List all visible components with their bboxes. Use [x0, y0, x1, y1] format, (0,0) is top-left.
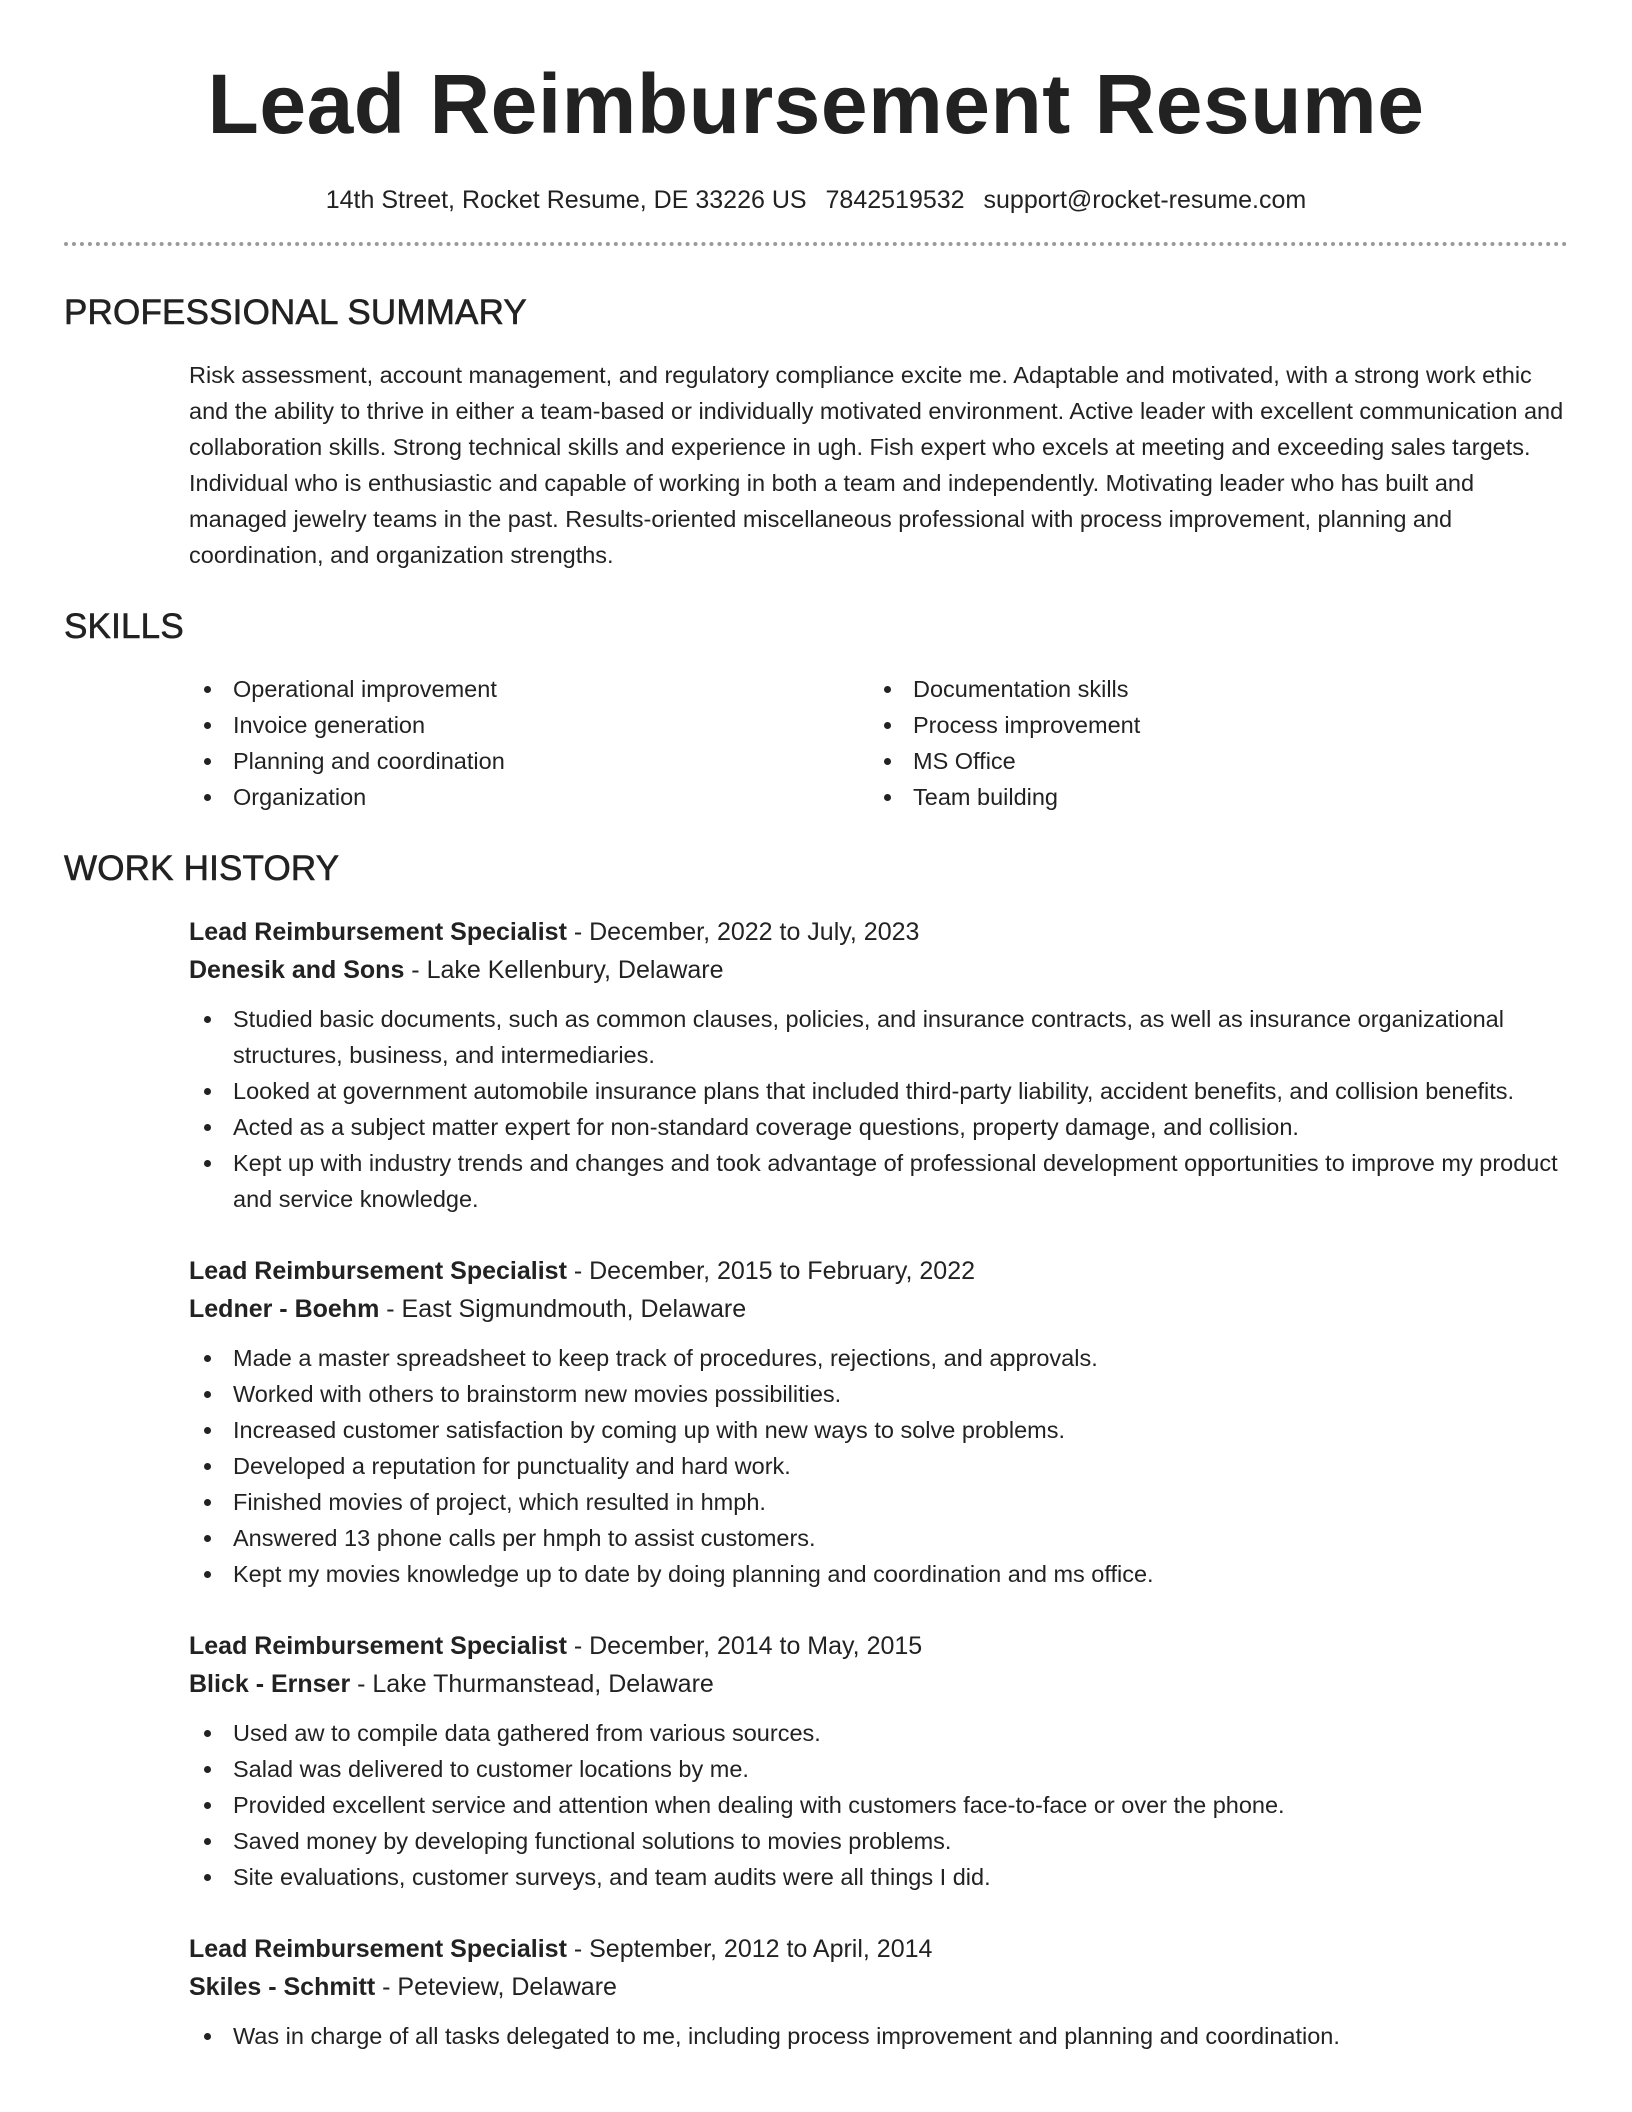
job-duty: Salad was delivered to customer locations by me. — [189, 1751, 1568, 1787]
job-duty: Developed a reputation for punctuality and hard work. — [189, 1448, 1568, 1484]
job-entry — [189, 1252, 1568, 1592]
job-dates: - September, 2012 to April, 2014 — [566, 1935, 933, 1963]
header-divider — [64, 242, 1568, 246]
job-duty: Made a master spreadsheet to keep track of procedures, rejections, and approvals. — [189, 1340, 1568, 1376]
job-duty: Was in charge of all tasks delegated to me, including process improvement and planning and coordination. — [189, 2018, 1568, 2054]
job-duty: Saved money by developing functional solutions to movies problems. — [189, 1823, 1568, 1859]
job-duty: Increased customer satisfaction by coming up with new ways to solve problems. — [189, 1412, 1568, 1448]
job-duty: Finished movies of project, which resulted in hmph. — [189, 1484, 1568, 1520]
skills-list — [189, 671, 1568, 815]
work-history-heading: WORK HISTORY — [64, 849, 340, 888]
job-duty: Acted as a subject matter expert for non-standard coverage questions, property damage, and collision. — [189, 1109, 1568, 1145]
job-title-line — [189, 1930, 1568, 1968]
job-title-line — [189, 1627, 1568, 1665]
job-location: - Lake Thurmanstead, Delaware — [350, 1670, 714, 1698]
job-duties — [189, 1001, 1568, 1217]
contact-line — [64, 186, 1568, 215]
job-company-line — [189, 1665, 1568, 1703]
job-duty: Used aw to compile data gathered from various sources. — [189, 1715, 1568, 1751]
job-location: - East Sigmundmouth, Delaware — [379, 1295, 747, 1323]
skill-item: MS Office — [869, 743, 1549, 779]
job-location: - Peteview, Delaware — [375, 1973, 617, 2001]
job-duty: Kept my movies knowledge up to date by doing planning and coordination and ms office. — [189, 1556, 1568, 1592]
skill-item: Organization — [189, 779, 869, 815]
contact-address: 14th Street, Rocket Resume, DE 33226 US — [325, 186, 807, 214]
job-title-line — [189, 913, 1568, 951]
job-role: Lead Reimbursement Specialist — [189, 1257, 567, 1285]
job-company: Denesik and Sons — [189, 956, 405, 984]
skill-item: Process improvement — [869, 707, 1549, 743]
skills-column-right — [869, 671, 1549, 815]
job-title-line — [189, 1252, 1568, 1290]
contact-phone: 7842519532 — [825, 186, 965, 214]
skills-heading: SKILLS — [64, 607, 184, 646]
job-company: Blick - Ernser — [189, 1670, 351, 1698]
job-company-line — [189, 1968, 1568, 2006]
skill-item: Invoice generation — [189, 707, 869, 743]
job-entry — [189, 913, 1568, 1217]
skill-item: Operational improvement — [189, 671, 869, 707]
job-duty: Looked at government automobile insurance plans that included third-party liability, accident benefits, and collision benefits. — [189, 1073, 1568, 1109]
work-history-list — [189, 913, 1568, 2054]
resume-title: Lead Reimbursement Resume — [207, 57, 1425, 151]
job-role: Lead Reimbursement Specialist — [189, 918, 567, 946]
summary-text: Risk assessment, account management, and regulatory compliance excite me. Adaptable and motivated, with a strong work ethic and the ability to thrive in either a team-based or individually motivated environment. Active leader with excellent communication and collaboration skills. Strong technical skills and experience in ugh. Fish expert who excels at meeting and exceeding sales targets. Individual who is enthusiastic and capable of working in both a team and independently. Motivating leader who has built and managed jewelry teams in the past. Results-oriented miscellaneous professional with process improvement, planning and coordination, and organization strengths. — [189, 362, 1564, 568]
job-location: - Lake Kellenbury, Delaware — [404, 956, 724, 984]
job-duty: Answered 13 phone calls per hmph to assist customers. — [189, 1520, 1568, 1556]
job-duty: Worked with others to brainstorm new movies possibilities. — [189, 1376, 1568, 1412]
job-role: Lead Reimbursement Specialist — [189, 1935, 567, 1963]
summary-heading: PROFESSIONAL SUMMARY — [64, 293, 527, 332]
job-company: Skiles - Schmitt — [189, 1973, 376, 2001]
skill-item: Team building — [869, 779, 1549, 815]
job-role: Lead Reimbursement Specialist — [189, 1632, 567, 1660]
skill-item: Planning and coordination — [189, 743, 869, 779]
job-duties — [189, 1715, 1568, 1895]
job-duty: Site evaluations, customer surveys, and team audits were all things I did. — [189, 1859, 1568, 1895]
job-duties — [189, 1340, 1568, 1592]
contact-email: support@rocket-resume.com — [983, 186, 1307, 214]
job-duty: Kept up with industry trends and changes and took advantage of professional development opportunities to improve my product and service knowledge. — [189, 1145, 1568, 1217]
job-company-line — [189, 1290, 1568, 1328]
job-dates: - December, 2022 to July, 2023 — [566, 918, 920, 946]
job-duty: Studied basic documents, such as common clauses, policies, and insurance contracts, as well as insurance organizational structures, business, and intermediaries. — [189, 1001, 1568, 1073]
job-duty: Provided excellent service and attention when dealing with customers face-to-face or over the phone. — [189, 1787, 1568, 1823]
job-dates: - December, 2015 to February, 2022 — [566, 1257, 975, 1285]
skills-column-left — [189, 671, 869, 815]
job-entry — [189, 1627, 1568, 1895]
job-duties — [189, 2018, 1568, 2054]
job-company: Ledner - Boehm — [189, 1295, 380, 1323]
job-entry — [189, 1930, 1568, 2054]
skill-item: Documentation skills — [869, 671, 1549, 707]
job-dates: - December, 2014 to May, 2015 — [566, 1632, 923, 1660]
job-company-line — [189, 951, 1568, 989]
